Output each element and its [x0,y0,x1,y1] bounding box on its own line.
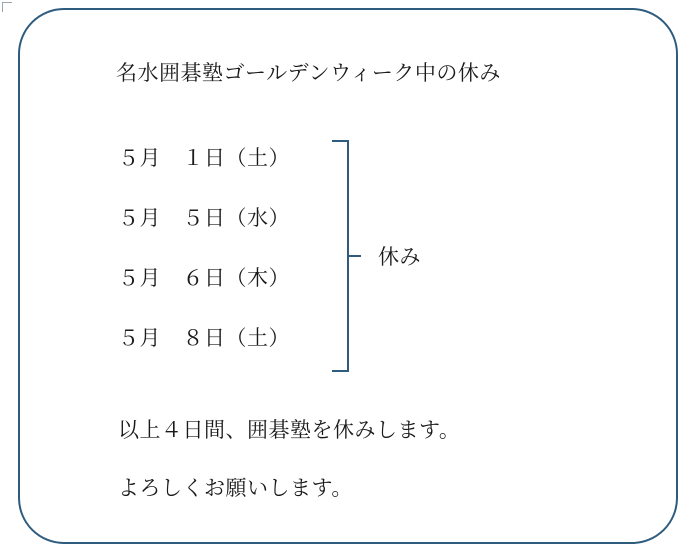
closure-dates-list [118,142,318,382]
list-item: ５月 １日（土） [118,146,290,170]
closing-line: 以上４日間、囲碁塾を休みします。 [118,418,461,442]
list-item: ５月 ８日（土） [118,326,290,350]
list-item: ５月 ６日（木） [118,266,290,290]
corner-crop-mark [2,2,12,12]
brace-pointer [349,255,361,257]
list-item: ５月 ５日（水） [118,206,290,230]
closing-text [118,416,460,532]
brace-label: 休み [378,245,421,269]
notice-card [18,8,678,544]
grouping-brace-icon [332,140,354,372]
brace-top-arm [332,140,349,142]
closing-line: よろしくお願いします。 [118,476,353,500]
brace-bottom-arm [332,370,349,372]
page-title: 名水囲碁塾ゴールデンウィーク中の休み [116,61,501,85]
